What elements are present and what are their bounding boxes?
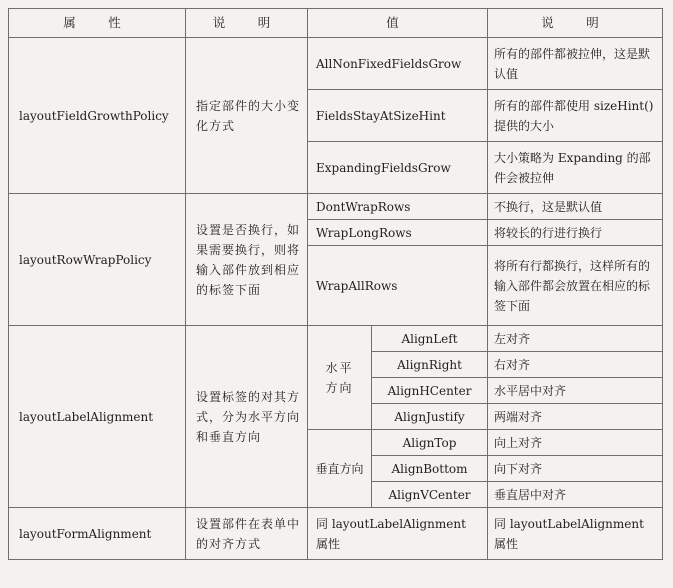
table-row <box>9 38 663 90</box>
value-note: 向下对齐 <box>488 456 663 482</box>
value-note: 右对齐 <box>488 352 663 378</box>
property-table-container <box>8 8 662 560</box>
value-note: 大小策略为 Expanding 的部件会被拉伸 <box>488 142 663 194</box>
value-note: 垂直居中对齐 <box>488 482 663 508</box>
header-note: 说 明 <box>488 9 663 38</box>
table-row <box>9 194 663 220</box>
table-header-row <box>9 9 663 38</box>
value-note: 将所有行都换行，这样所有的输入部件都会放置在相应的标签下面 <box>488 246 663 326</box>
value-cell: AlignTop <box>372 430 488 456</box>
property-name: layoutLabelAlignment <box>9 326 186 508</box>
property-name: layoutRowWrapPolicy <box>9 194 186 326</box>
table-row <box>9 326 663 352</box>
value-note: 所有的部件都使用 sizeHint()提供的大小 <box>488 90 663 142</box>
value-cell: AllNonFixedFieldsGrow <box>308 38 488 90</box>
value-cell: WrapLongRows <box>308 220 488 246</box>
value-cell: AlignBottom <box>372 456 488 482</box>
property-description: 设置标签的对其方式，分为水平方向和垂直方向 <box>186 326 308 508</box>
property-description: 设置部件在表单中的对齐方式 <box>186 508 308 560</box>
value-note: 水平居中对齐 <box>488 378 663 404</box>
property-table <box>8 8 663 560</box>
header-description: 说 明 <box>186 9 308 38</box>
value-note: 同 layoutLabelAlignment 属性 <box>488 508 663 560</box>
value-cell: FieldsStayAtSizeHint <box>308 90 488 142</box>
value-cell: AlignHCenter <box>372 378 488 404</box>
vertical-group-label: 垂直方向 <box>308 430 372 508</box>
property-name: layoutFormAlignment <box>9 508 186 560</box>
value-note: 不换行，这是默认值 <box>488 194 663 220</box>
value-note: 将较长的行进行换行 <box>488 220 663 246</box>
property-name: layoutFieldGrowthPolicy <box>9 38 186 194</box>
value-note: 向上对齐 <box>488 430 663 456</box>
value-cell: DontWrapRows <box>308 194 488 220</box>
header-property: 属 性 <box>9 9 186 38</box>
property-description: 设置是否换行，如果需要换行，则将输入部件放到相应的标签下面 <box>186 194 308 326</box>
value-cell: AlignJustify <box>372 404 488 430</box>
horizontal-group-label: 水平方向 <box>308 326 372 430</box>
value-cell: AlignLeft <box>372 326 488 352</box>
value-note: 左对齐 <box>488 326 663 352</box>
value-note: 两端对齐 <box>488 404 663 430</box>
value-cell: WrapAllRows <box>308 246 488 326</box>
header-value: 值 <box>308 9 488 38</box>
value-cell: ExpandingFieldsGrow <box>308 142 488 194</box>
value-cell: 同 layoutLabelAlignment 属性 <box>308 508 488 560</box>
table-row <box>9 508 663 560</box>
value-cell: AlignVCenter <box>372 482 488 508</box>
value-cell: AlignRight <box>372 352 488 378</box>
value-note: 所有的部件都被拉伸，这是默认值 <box>488 38 663 90</box>
property-description: 指定部件的大小变化方式 <box>186 38 308 194</box>
